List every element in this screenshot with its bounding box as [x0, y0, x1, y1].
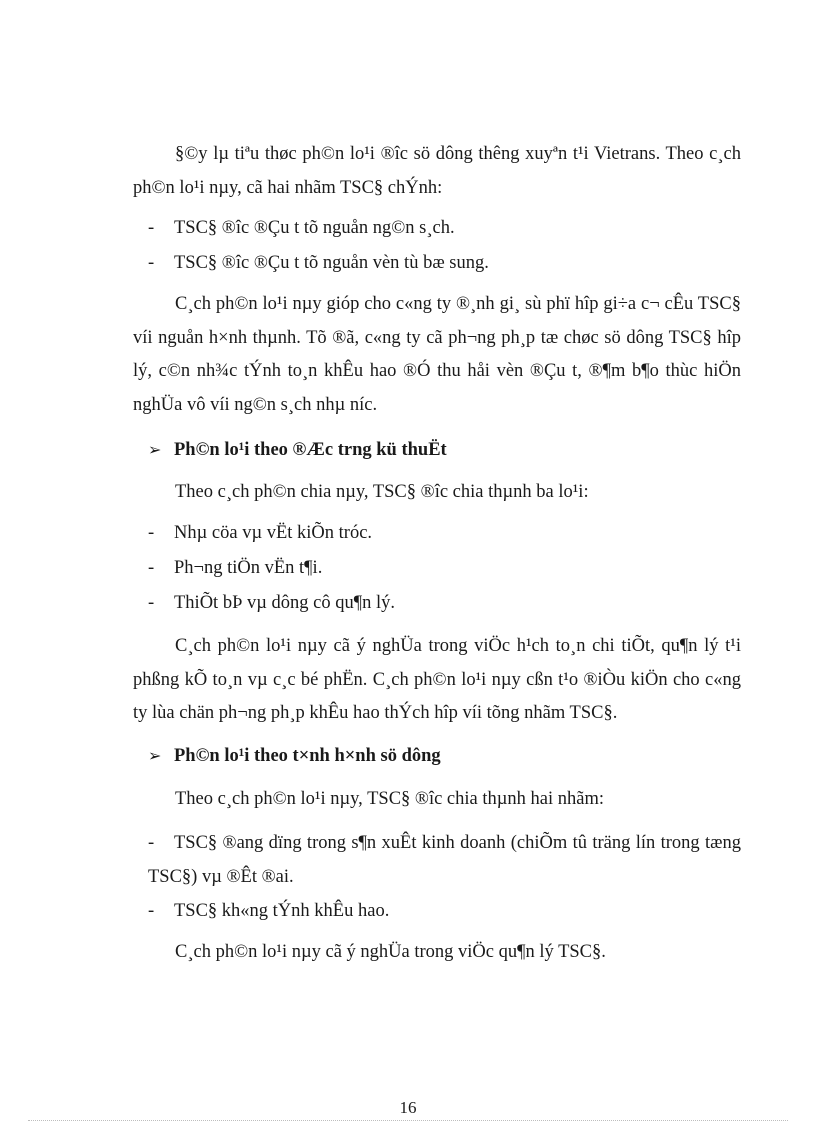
- tech-intro-paragraph: Theo c¸ch ph©n chia nµy, TSC§ ®îc chia thµnh ba lo¹i:: [175, 482, 589, 502]
- bullet-dash: -: [148, 558, 155, 578]
- bullet-dash: -: [148, 593, 155, 613]
- bullet-text: ThiÕt bÞ vµ dông cô qu¶n lý.: [174, 593, 395, 613]
- footer-divider: [28, 1120, 788, 1121]
- page-number: 16: [399, 1098, 417, 1117]
- arrow-bullet-icon: ➢: [148, 442, 162, 459]
- usage-meaning-paragraph: C¸ch ph©n lo¹i nµy cã ý nghÜa trong viÖc qu¶n lý TSC§.: [175, 942, 606, 962]
- section-heading-tech: [148, 438, 447, 463]
- arrow-bullet-icon: ➢: [148, 748, 162, 765]
- bullet-item: [148, 251, 489, 275]
- bullet-dash: -: [148, 523, 155, 543]
- heading-text: Ph©n lo¹i theo t×nh h×nh sö dông: [174, 746, 441, 766]
- bullet-text: TSC§ ®ang dïng trong s¶n xuÊt kinh doanh (chiÕm tû träng lín trong tæng TSC§) vµ ®Êt ®ai.: [148, 833, 741, 887]
- bullet-item: [148, 521, 372, 545]
- heading-text: Ph©n lo¹i theo ®Æc trng kü thuËt: [174, 440, 447, 460]
- bullet-text: TSC§ kh«ng tÝnh khÊu hao.: [174, 901, 390, 921]
- bullet-text: TSC§ ®îc ®Çu t tõ nguån ng©n s¸ch.: [174, 218, 455, 238]
- usage-intro-paragraph: Theo c¸ch ph©n lo¹i nµy, TSC§ ®îc chia thµnh hai nhãm:: [175, 789, 605, 809]
- bullet-item: [148, 899, 389, 923]
- intro-paragraph: §©y lµ tiªu thøc ph©n lo¹i ®îc sö dông thêng xuyªn t¹i Vietrans. Theo c¸ch ph©n lo¹i nµy, cã hai nhãm TSC§ chÝnh:: [133, 144, 741, 198]
- section-heading-usage: [148, 744, 441, 769]
- bullet-dash: -: [148, 833, 155, 853]
- bullet-dash: -: [148, 218, 155, 238]
- source-classification-paragraph: C¸ch ph©n lo¹i nµy gióp cho c«ng ty ®¸nh gi¸ sù phï hîp gi÷a c¬ cÊu TSC§ víi nguån h×nh thµnh. Tõ ®ã, c«ng ty cã ph¬ng ph¸p tæ chøc sö dông TSC§ hîp lý, c©n nh¾c tÝnh to¸n khÊu hao ®Ó thu håi vèn ®Çu t, ®¶m b¶o thùc hiÖn nghÜa vô víi ng©n s¸ch nhµ níc.: [133, 294, 741, 415]
- bullet-text: TSC§ ®îc ®Çu t tõ nguån vèn tù bæ sung.: [174, 253, 489, 273]
- bullet-item: [148, 216, 455, 240]
- bullet-text: Nhµ cöa vµ vËt kiÕn tróc.: [174, 523, 373, 543]
- bullet-item: [148, 591, 395, 615]
- bullet-dash: -: [148, 253, 155, 273]
- bullet-dash: -: [148, 901, 155, 921]
- tech-meaning-paragraph: C¸ch ph©n lo¹i nµy cã ý nghÜa trong viÖc h¹ch to¸n chi tiÕt, qu¶n lý t¹i phßng kÕ to¸n vµ c¸c bé phËn. C¸ch ph©n lo¹i nµy cßn t¹o ®iÒu kiÖn cho c«ng ty lùa chän ph¬ng ph¸p khÊu hao thÝch hîp víi tõng nhãm TSC§.: [133, 636, 741, 723]
- bullet-item: [148, 827, 741, 894]
- bullet-item: [148, 556, 322, 580]
- bullet-text: Ph¬ng tiÖn vËn t¶i.: [174, 558, 323, 578]
